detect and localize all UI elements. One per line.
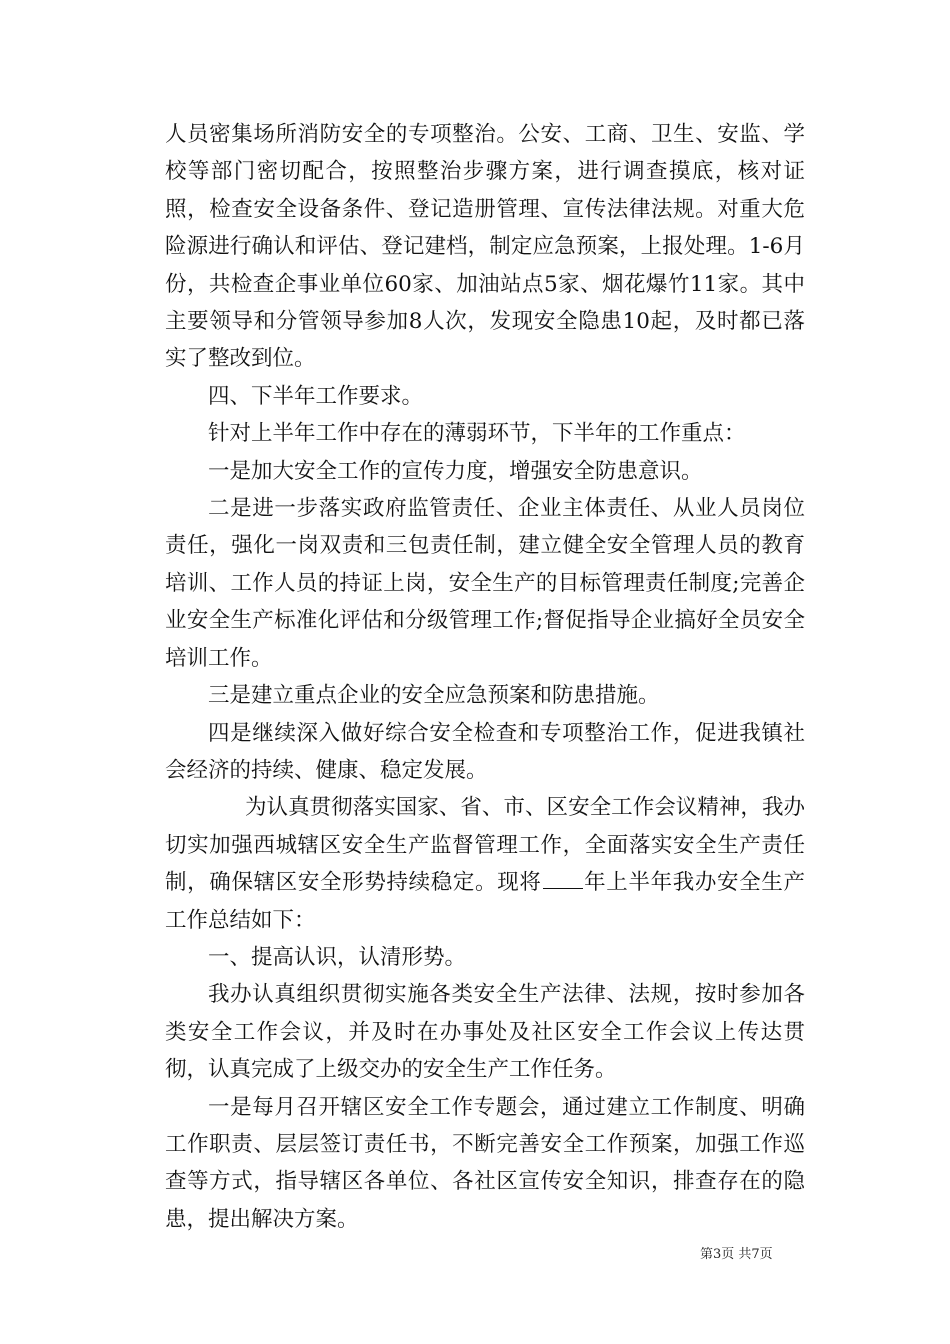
intro-paragraph — [165, 789, 805, 939]
list-item: 一是每月召开辖区安全工作专题会，通过建立工作制度、明确工作职责、层层签订责任书，不断完善安全工作预案，加强工作巡查等方式，指导辖区各单位、各社区宣传安全知识，排查存在的隐患，提出解决方案。 — [165, 1094, 805, 1232]
paragraph: 针对上半年工作中存在的薄弱环节，下半年的工作重点： — [208, 421, 746, 447]
list-item: 二是进一步落实政府监管责任、企业主体责任、从业人员岗位责任，强化一岗双责和三包责任制，建立健全安全管理人员的教育培训、工作人员的持证上岗，安全生产的目标管理责任制度;完善企业安全生产标准化评估和分级管理工作;督促指导企业搞好全员安全培训工作。 — [165, 496, 805, 671]
list-item: 四是继续深入做好综合安全检查和专项整治工作，促进我镇社会经济的持续、健康、稳定发展。 — [165, 720, 805, 783]
section-heading: 四、下半年工作要求。 — [208, 383, 424, 409]
year-blank — [543, 870, 583, 889]
page-number-footer: 第3页 共7页 — [700, 1247, 773, 1262]
paragraph: 人员密集场所消防安全的专项整治。公安、工商、卫生、安监、学校等部门密切配合，按照整治步骤方案，进行调查摸底，核对证照，检查安全设备条件、登记造册管理、宣传法律法规。对重大危险源进行确认和评估、登记建档，制定应急预案，上报处理。1-6月份，共检查企事业单位60家、加油站点5家、烟花爆竹11家。其中主要领导和分管领导参加8人次，发现安全隐患10起，及时都已落实了整改到位。 — [165, 122, 805, 372]
list-item: 一是加大安全工作的宣传力度，增强安全防患意识。 — [208, 458, 703, 484]
intro-text-after: 年上半年我办安全生产工作总结如下： — [165, 870, 805, 933]
section-heading: 一、提高认识，认清形势。 — [208, 944, 467, 970]
paragraph: 我办认真组织贯彻实施各类安全生产法律、法规，按时参加各类安全工作会议，并及时在办事处及社区安全工作会议上传达贯彻，认真完成了上级交办的安全生产工作任务。 — [165, 982, 805, 1083]
intro-text-before: 为认真贯彻落实国家、省、市、区安全工作会议精神，我办切实加强西城辖区安全生产监督管理工作，全面落实安全生产责任制，确保辖区安全形势持续稳定。现将 — [165, 795, 805, 896]
document-body — [165, 116, 805, 1238]
list-item: 三是建立重点企业的安全应急预案和防患措施。 — [208, 683, 660, 709]
